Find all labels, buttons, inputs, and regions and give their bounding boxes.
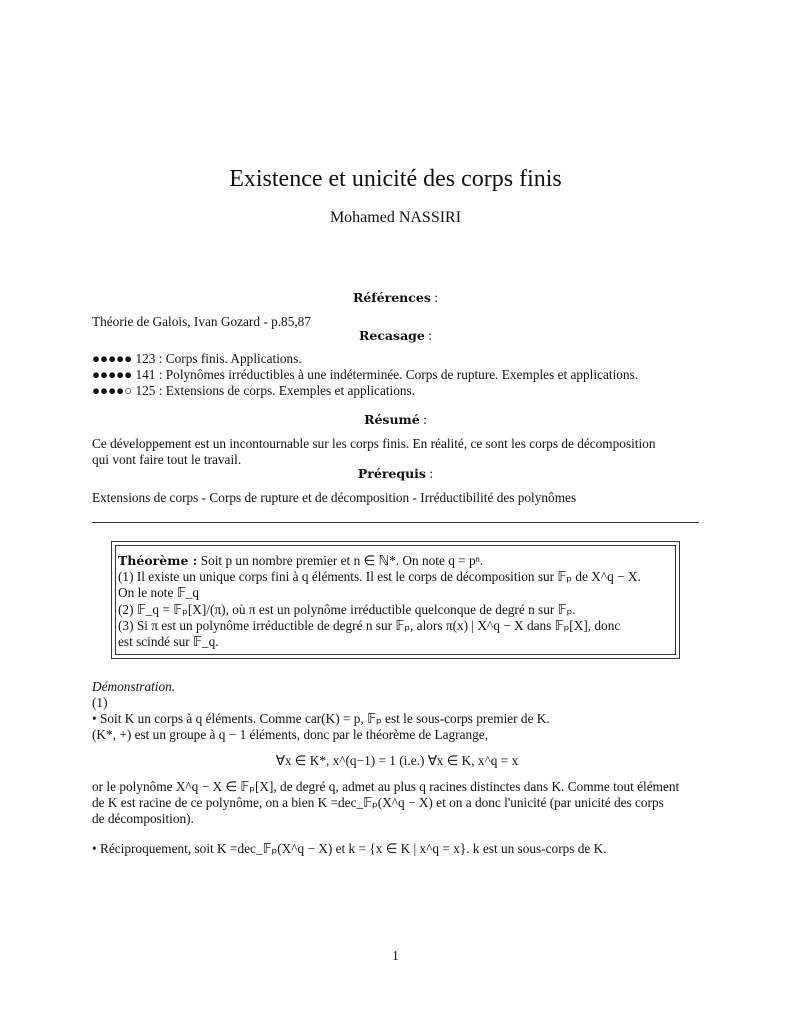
theorem-line: (2) 𝔽_q = 𝔽ₚ[X]/(π), où π est un polynôme irréductible quelconque de degré n sur 𝔽ₚ. (118, 601, 576, 617)
resume-line: qui vont faire tout le travail. (92, 452, 242, 467)
theorem-line: On le note 𝔽_q (118, 585, 199, 601)
theorem-statement: Soit p un nombre premier et n ∈ ℕ*. On note q = pⁿ. (197, 553, 484, 568)
recasage-item-text: 141 : Polynômes irréductibles à une indéterminée. Corps de rupture. Exemples et applications. (132, 367, 639, 382)
document-author: Mohamed NASSIRI (329, 209, 462, 226)
prerequis-heading (0, 466, 791, 482)
theorem-box (111, 541, 680, 659)
rating-stars: ●●●●● (92, 367, 133, 382)
theorem-line: est scindé sur 𝔽_q. (118, 634, 219, 650)
demonstration-paragraph: • Réciproquement, soit K =dec_𝔽ₚ(X^q − X) et k = {x ∈ K | x^q = x}. k est un sous-corps de K. (92, 841, 607, 856)
demonstration-line: de K est racine de ce polynôme, on a bien K =dec_𝔽ₚ(X^q − X) et on a donc l'unicité (par unicité des corps (92, 795, 664, 810)
demonstration-line: de décomposition). (92, 811, 194, 826)
demonstration-paragraph (92, 779, 702, 827)
theorem-line: (3) Si π est un polynôme irréductible de degré n sur 𝔽ₚ, alors π(x) | X^q − X dans 𝔽ₚ[X], donc (118, 617, 621, 633)
demonstration (92, 679, 702, 857)
references-heading-colon: : (430, 290, 439, 305)
demonstration-part: (1) (92, 695, 108, 710)
demonstration-line: or le polynôme X^q − X ∈ 𝔽ₚ[X], de degré q, admet au plus q racines distinctes dans K. Comme tout élément (92, 779, 680, 794)
paragraph-spacer (92, 827, 702, 841)
theorem-text (118, 553, 670, 650)
recasage-item (92, 351, 702, 367)
recasage-heading-label: Recasage (358, 328, 425, 343)
rating-stars: ●●●●● (92, 351, 133, 366)
resume-heading (0, 412, 791, 428)
recasage-item-text: 125 : Extensions de corps. Exemples et applications. (132, 383, 416, 398)
recasage-item (92, 367, 702, 383)
page-number: 1 (392, 948, 399, 963)
theorem-line: (1) Il existe un unique corps fini à q éléments. Il est le corps de décomposition sur 𝔽ₚ de X^q − X. (118, 569, 641, 585)
theorem-label: Théorème : (118, 553, 198, 568)
lagrange-formula: ∀x ∈ K*, x^(q−1) = 1 (i.e.) ∀x ∈ K, x^q = x (275, 753, 519, 768)
references-text: Théorie de Galois, Ivan Gozard - p.85,87 (92, 314, 311, 329)
section-divider (92, 522, 699, 523)
rating-stars: ●●●●○ (92, 383, 133, 398)
demonstration-label (92, 679, 702, 695)
recasage-item (92, 383, 702, 399)
prerequis-text: Extensions de corps - Corps de rupture et de décomposition - Irréductibilité des polynômes (92, 490, 577, 505)
references-heading (0, 290, 791, 306)
resume-heading-label: Résumé (364, 412, 420, 427)
recasage-item-text: 123 : Corps finis. Applications. (132, 351, 302, 366)
resume-heading-colon: : (419, 412, 427, 427)
prerequis-heading-label: Prérequis (357, 466, 426, 481)
references-heading-label: Références (352, 290, 431, 305)
demonstration-paragraph: • Soit K un corps à q éléments. Comme car(K) = p, 𝔽ₚ est le sous-corps premier de K. (92, 711, 550, 726)
resume-text (92, 436, 702, 468)
demonstration-label-text: Démonstration. (92, 679, 176, 694)
recasage-heading-colon: : (424, 328, 433, 343)
recasage-heading (0, 328, 791, 344)
recasage-list (92, 351, 702, 399)
resume-line: Ce développement est un incontournable sur les corps finis. En réalité, ce sont les corps de décomposition (92, 436, 656, 451)
document-title: Existence et unicité des corps finis (229, 166, 562, 192)
demonstration-paragraph: (K*, +) est un groupe à q − 1 éléments, donc par le théorème de Lagrange, (92, 727, 489, 742)
theorem-line (118, 553, 670, 569)
prerequis-heading-colon: : (425, 466, 434, 481)
